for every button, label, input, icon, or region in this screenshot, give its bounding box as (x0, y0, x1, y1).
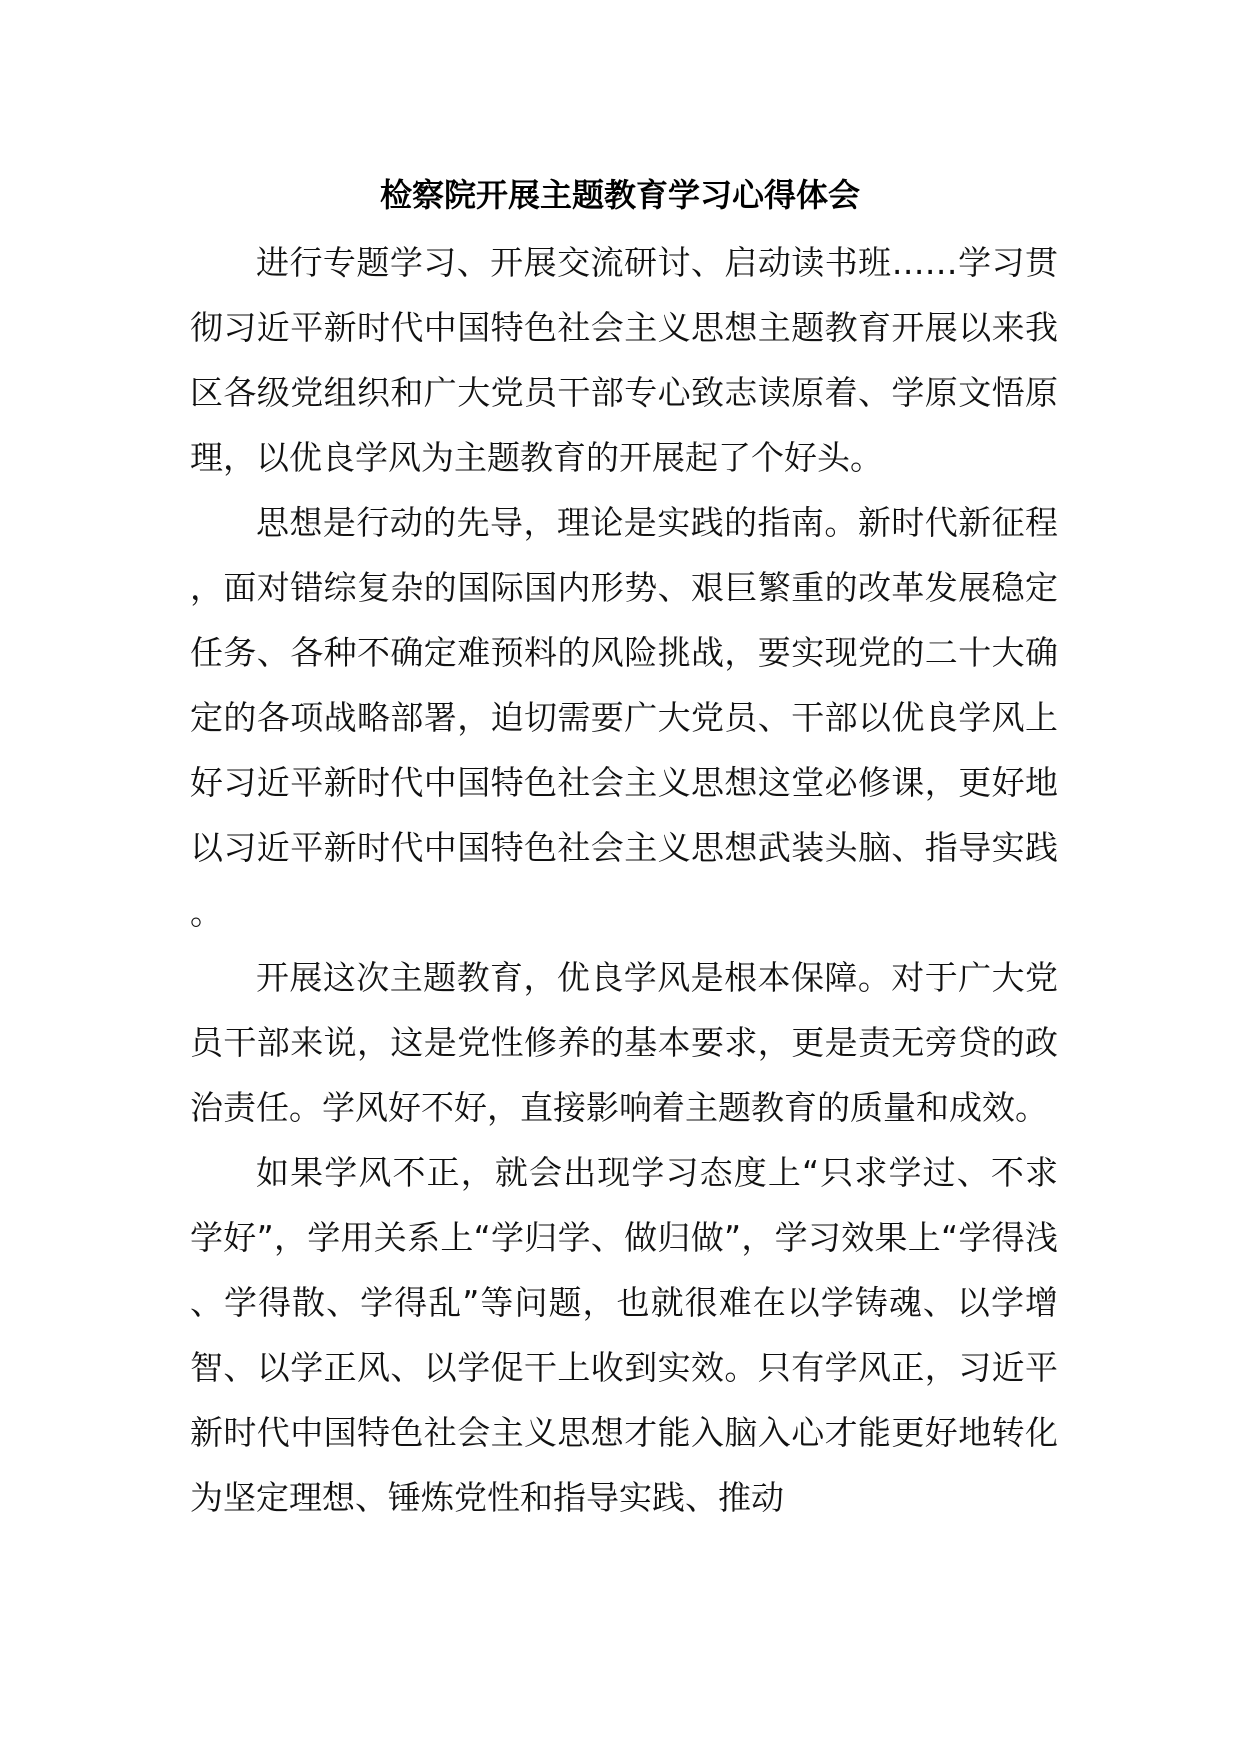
document-title: 检察院开展主题教育学习心得体会 (379, 176, 860, 214)
paragraph-4: 如果学风不正，就会出现学习态度上“只求学过、不求学好”，学用关系上“学归学、做归做”，学习效果上“学得浅、学得散、学得乱”等问题，也就很难在以学铸魂、以学增智、以学正风、以学促干上收到实效。只有学风正，习近平新时代中国特色社会主义思想才能入脑入心才能更好地转化为坚定理想、锤炼党性和指导实践、推动 (190, 1153, 1058, 1517)
paragraph-2: 思想是行动的先导，理论是实践的指南。新时代新征程，面对错综复杂的国际国内形势、艰巨繁重的改革发展稳定任务、各种不确定难预料的风险挑战，要实现党的二十大确定的各项战略部署，迫切需要广大党员、干部以优良学风上好习近平新时代中国特色社会主义思想这堂必修课，更好地以习近平新时代中国特色社会主义思想武装头脑、指导实践。 (190, 503, 1058, 932)
paragraph-1: 进行专题学习、开展交流研讨、启动读书班……学习贯彻习近平新时代中国特色社会主义思想主题教育开展以来我区各级党组织和广大党员干部专心致志读原着、学原文悟原理，以优良学风为主题教育的开展起了个好头。 (190, 243, 1058, 477)
document-body (190, 230, 1058, 1530)
paragraph-3: 开展这次主题教育，优良学风是根本保障。对于广大党员干部来说，这是党性修养的基本要求，更是责无旁贷的政治责任。学风好不好，直接影响着主题教育的质量和成效。 (190, 958, 1058, 1127)
